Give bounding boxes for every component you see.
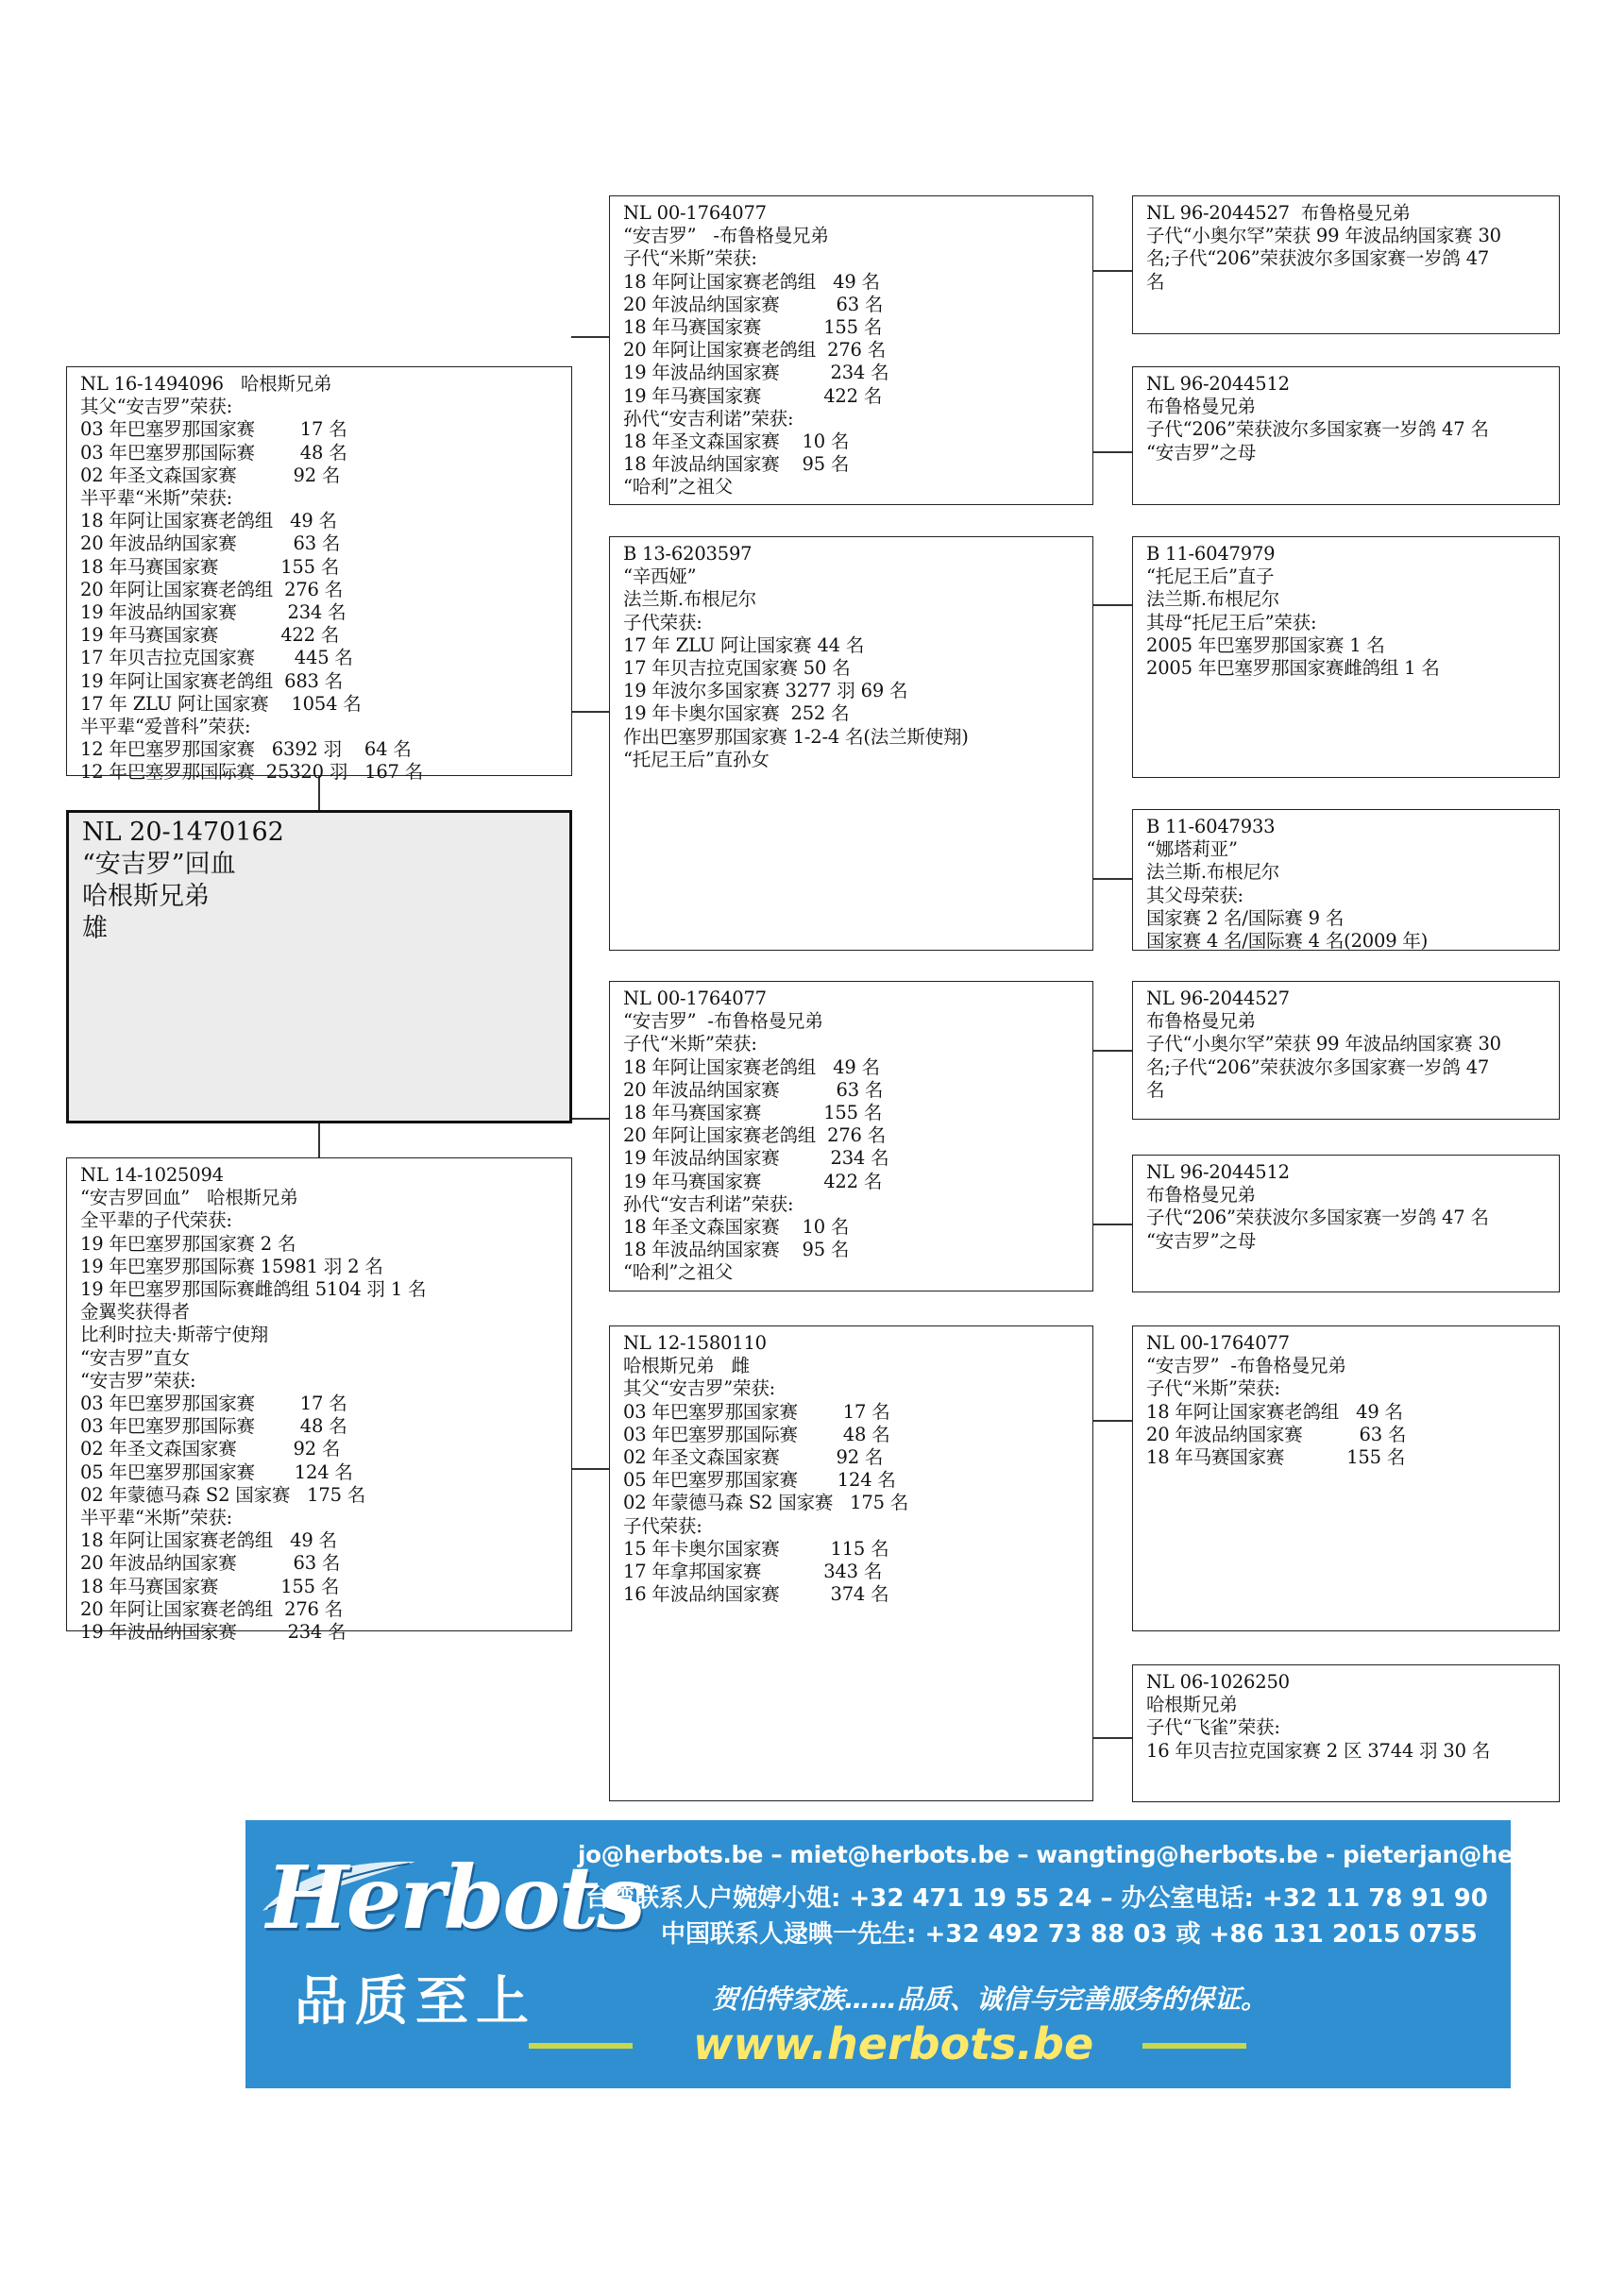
dam-line: “安吉罗”荣获:	[80, 1369, 196, 1392]
dam-line: 02 年圣文森国家赛 92 名	[80, 1438, 341, 1460]
gp4-line: 17 年拿邦国家赛 343 名	[623, 1561, 883, 1583]
gp4-line: 05 年巴塞罗那国家赛 124 名	[623, 1469, 896, 1492]
dam-line: 全平辈的子代荣获:	[80, 1209, 232, 1232]
gp1-ring-number: NL 00-1764077	[623, 202, 767, 224]
ggp3-line: “托尼王后”直子	[1146, 566, 1275, 588]
ggp6-line: 子代“206”荣获波尔多国家赛一岁鸽 47 名	[1146, 1207, 1489, 1229]
dam-line: 20 年波品纳国家赛 63 名	[80, 1552, 341, 1575]
ggp8-line: 子代“飞雀”荣获:	[1146, 1716, 1280, 1739]
connector-ggp3	[1092, 604, 1132, 606]
sire-line: 19 年阿让国家赛老鸽组 683 名	[80, 669, 344, 692]
brand-logo: Herbots	[266, 1847, 644, 1949]
great-grandparent-card-4	[1132, 809, 1560, 951]
gp2-line: 19 年卡奥尔国家赛 252 名	[623, 702, 850, 725]
gp4-line: 15 年卡奥尔国家赛 115 名	[623, 1537, 889, 1560]
ggp3-line: 其母“托尼王后”荣获:	[1146, 611, 1317, 633]
gp2-line: 17 年 ZLU 阿让国家赛 44 名	[623, 633, 865, 656]
ggp2-line: “安吉罗”之母	[1146, 441, 1257, 464]
ggp8-line: 哈根斯兄弟	[1146, 1694, 1238, 1716]
gp2-line: 19 年波尔多国家赛 3277 羽 69 名	[623, 680, 908, 702]
dam-line: 金翼奖获得者	[80, 1301, 190, 1324]
gp3-line: 19 年马赛国家赛 422 名	[623, 1170, 883, 1192]
gp1-line: 18 年波品纳国家赛 95 名	[623, 453, 850, 476]
ggp7-line: 子代“米斯”荣获:	[1146, 1377, 1280, 1400]
gp2-line: 17 年贝吉拉克国家赛 50 名	[623, 657, 851, 680]
dam-line: 03 年巴塞罗那国家赛 17 名	[80, 1393, 347, 1415]
dam-line: 05 年巴塞罗那国家赛 124 名	[80, 1460, 353, 1483]
ggp1-line: 子代“小奥尔罕”荣获 99 年波品纳国家赛 30	[1146, 225, 1501, 247]
grandparent-card-4	[609, 1325, 1093, 1801]
gp2-line: 作出巴塞罗那国家赛 1-2-4 名(法兰斯使翔)	[623, 725, 969, 748]
gp3-line: 18 年马赛国家赛 155 名	[623, 1102, 883, 1124]
gp3-line: 18 年波品纳国家赛 95 名	[623, 1239, 850, 1261]
grandparent-card-2	[609, 536, 1093, 951]
gp1-line: 18 年圣文森国家赛 10 名	[623, 430, 850, 453]
dam-line: 19 年巴塞罗那国际赛 15981 羽 2 名	[80, 1255, 383, 1277]
gp3-line: 子代“米斯”荣获:	[623, 1033, 757, 1055]
dam-ring-number: NL 14-1025094	[80, 1164, 224, 1186]
ggp7-ring-number: NL 00-1764077	[1146, 1332, 1290, 1354]
gp4-line: 02 年圣文森国家赛 92 名	[623, 1446, 884, 1469]
gp4-line: 子代荣获:	[623, 1514, 702, 1537]
dam-line: 02 年蒙德马森 S2 国家赛 175 名	[80, 1483, 366, 1506]
gp2-line: 子代荣获:	[623, 611, 702, 633]
great-grandparent-card-6	[1132, 1155, 1560, 1292]
great-grandparent-card-3	[1132, 536, 1560, 778]
sire-line: 03 年巴塞罗那国际赛 48 名	[80, 441, 347, 464]
ggp5-ring-number: NL 96-2044527	[1146, 988, 1290, 1009]
dam-line: 03 年巴塞罗那国际赛 48 名	[80, 1415, 347, 1438]
grandparent-card-3	[609, 981, 1093, 1292]
grandparent-card-1	[609, 195, 1093, 505]
gp1-line: 20 年阿让国家赛老鸽组 276 名	[623, 339, 887, 362]
ggp7-line: 20 年波品纳国家赛 63 名	[1146, 1423, 1407, 1445]
ggp4-line: 国家赛 4 名/国际赛 4 名(2009 年)	[1146, 930, 1429, 953]
gp1-line: “哈利”之祖父	[623, 476, 734, 498]
ggp1-ring-number: NL 96-2044527 布鲁格曼兄弟	[1146, 202, 1411, 224]
sire-line: 17 年 ZLU 阿让国家赛 1054 名	[80, 692, 362, 715]
ggp1-line: 名;子代“206”荣获波尔多国家赛一岁鸽 47	[1146, 247, 1490, 270]
sire-line: 18 年阿让国家赛老鸽组 49 名	[80, 510, 337, 532]
dam-line: 19 年巴塞罗那国际赛雌鸽组 5104 羽 1 名	[80, 1278, 427, 1301]
banner-slogan: 贺伯特家族……品质、诚信与完善服务的保证。	[712, 1984, 1268, 2015]
subject-name: “安吉罗”回血	[82, 850, 236, 879]
subject-ring-number: NL 20-1470162	[82, 818, 284, 847]
great-grandparent-card-8	[1132, 1664, 1560, 1802]
ggp2-line: 布鲁格曼兄弟	[1146, 396, 1256, 418]
gp2-line: “辛西娅”	[623, 566, 697, 588]
gp1-line: “安吉罗” -布鲁格曼兄弟	[623, 225, 829, 247]
connector-ggp2	[1092, 451, 1132, 453]
ggp8-line: 16 年贝吉拉克国家赛 2 区 3744 羽 30 名	[1146, 1739, 1491, 1762]
ggp7-line: “安吉罗” -布鲁格曼兄弟	[1146, 1355, 1346, 1377]
ggp4-line: 法兰斯.布根尼尔	[1146, 861, 1280, 884]
ggp6-line: “安吉罗”之母	[1146, 1229, 1257, 1252]
sire-ring-number: NL 16-1494096 哈根斯兄弟	[80, 373, 332, 395]
ggp6-ring-number: NL 96-2044512	[1146, 1161, 1290, 1183]
sire-line: 半平辈“爱普科”荣获:	[80, 716, 251, 738]
dam-line: 19 年波品纳国家赛 234 名	[80, 1621, 347, 1644]
ggp5-line: 子代“小奥尔罕”荣获 99 年波品纳国家赛 30	[1146, 1033, 1501, 1055]
gp3-ring-number: NL 00-1764077	[623, 988, 767, 1009]
gp4-line: 02 年蒙德马森 S2 国家赛 175 名	[623, 1492, 909, 1514]
dam-line: 半平辈“米斯”荣获:	[80, 1507, 233, 1529]
sire-line: 20 年阿让国家赛老鸽组 276 名	[80, 578, 344, 600]
banner-taiwan-contact: 台湾联系人户婉婷小姐: +32 471 19 55 24 – 办公室电话: +32 11 78 91 90	[585, 1884, 1488, 1913]
herbots-banner	[245, 1820, 1621, 2088]
gp2-ring-number: B 13-6203597	[623, 543, 753, 565]
dam-line: 18 年阿让国家赛老鸽组 49 名	[80, 1529, 337, 1552]
connector-gp2	[571, 711, 609, 713]
gp1-line: 19 年马赛国家赛 422 名	[623, 384, 883, 407]
ggp4-line: 国家赛 2 名/国际赛 9 名	[1146, 906, 1345, 929]
gp2-line: “托尼王后”直孙女	[623, 748, 770, 770]
dam-line: “安吉罗”直女	[80, 1346, 191, 1369]
ggp3-line: 2005 年巴塞罗那国家赛 1 名	[1146, 633, 1385, 656]
divider-left	[529, 2043, 633, 2049]
sire-line: 19 年马赛国家赛 422 名	[80, 624, 340, 647]
gp3-line: “哈利”之祖父	[623, 1261, 734, 1284]
dam-line: 19 年巴塞罗那国家赛 2 名	[80, 1232, 296, 1255]
ggp7-line: 18 年马赛国家赛 155 名	[1146, 1446, 1406, 1469]
sire-line: 其父“安吉罗”荣获:	[80, 396, 233, 418]
dam-line: 比利时拉夫·斯蒂宁使翔	[80, 1324, 268, 1346]
gp3-line: 18 年圣文森国家赛 10 名	[623, 1216, 850, 1239]
divider-right	[1142, 2043, 1246, 2049]
gp3-line: 18 年阿让国家赛老鸽组 49 名	[623, 1055, 880, 1078]
banner-tagline: 品质至上	[295, 1971, 536, 2033]
dam-line: 20 年阿让国家赛老鸽组 276 名	[80, 1597, 344, 1620]
great-grandparent-card-7	[1132, 1325, 1560, 1631]
dam-line: “安吉罗回血” 哈根斯兄弟	[80, 1187, 298, 1209]
ggp2-ring-number: NL 96-2044512	[1146, 373, 1290, 395]
ggp5-line: 名;子代“206”荣获波尔多国家赛一岁鸽 47	[1146, 1055, 1490, 1078]
ggp5-line: 布鲁格曼兄弟	[1146, 1010, 1256, 1033]
gp3-line: 孙代“安吉利诺”荣获:	[623, 1192, 794, 1215]
connector-ggp6	[1092, 1224, 1132, 1225]
gp4-line: 16 年波品纳国家赛 374 名	[623, 1583, 889, 1606]
connector-gp4	[571, 1468, 609, 1470]
subject-card	[66, 810, 572, 1123]
gp3-line: 19 年波品纳国家赛 234 名	[623, 1147, 889, 1170]
gp4-line: 其父“安吉罗”荣获:	[623, 1377, 776, 1400]
gp4-line: 哈根斯兄弟 雌	[623, 1355, 750, 1377]
great-grandparent-card-1	[1132, 195, 1560, 334]
banner-website-link[interactable]: www.herbots.be	[693, 2018, 1094, 2069]
gp4-line: 03 年巴塞罗那国家赛 17 名	[623, 1400, 890, 1423]
great-grandparent-card-5	[1132, 981, 1560, 1120]
gp3-line: 20 年波品纳国家赛 63 名	[623, 1078, 884, 1101]
gp1-line: 子代“米斯”荣获:	[623, 247, 757, 270]
ggp8-ring-number: NL 06-1026250	[1146, 1671, 1290, 1693]
sire-line: 19 年波品纳国家赛 234 名	[80, 601, 347, 624]
ggp6-line: 布鲁格曼兄弟	[1146, 1184, 1256, 1207]
ggp2-line: 子代“206”荣获波尔多国家赛一岁鸽 47 名	[1146, 418, 1489, 441]
sire-line: 02 年圣文森国家赛 92 名	[80, 464, 341, 486]
banner-emails[interactable]: jo@herbots.be – miet@herbots.be – wangting@herbots.be - pieterjan@herbots.be	[578, 1841, 1621, 1868]
ggp1-line: 名	[1146, 270, 1165, 293]
connector-dam-down	[318, 1123, 320, 1157]
connector-gp1	[571, 336, 609, 338]
connector-ggp1	[1092, 270, 1132, 272]
sire-card	[66, 366, 572, 784]
subject-breeder: 哈根斯兄弟	[82, 882, 210, 911]
gp1-line: 20 年波品纳国家赛 63 名	[623, 293, 884, 315]
gp2-line: 法兰斯.布根尼尔	[623, 588, 757, 611]
gp3-line: “安吉罗” -布鲁格曼兄弟	[623, 1010, 823, 1033]
gp1-line: 孙代“安吉利诺”荣获:	[623, 407, 794, 430]
connector-ggp7	[1092, 1420, 1132, 1422]
dam-card	[66, 1157, 572, 1644]
ggp7-line: 18 年阿让国家赛老鸽组 49 名	[1146, 1400, 1403, 1423]
connector-gp3	[571, 1118, 609, 1120]
sire-line: 12 年巴塞罗那国际赛 25320 羽 167 名	[80, 761, 424, 784]
connector-ggp4	[1092, 878, 1132, 880]
ggp4-line: 其父母荣获:	[1146, 884, 1243, 906]
ggp3-line: 法兰斯.布根尼尔	[1146, 588, 1280, 611]
gp1-line: 18 年阿让国家赛老鸽组 49 名	[623, 270, 880, 293]
sire-line: 20 年波品纳国家赛 63 名	[80, 532, 341, 555]
subject-sex: 雄	[82, 914, 108, 943]
connector-ggp8	[1092, 1737, 1132, 1739]
sire-line: 17 年贝吉拉克国家赛 445 名	[80, 647, 353, 669]
ggp3-ring-number: B 11-6047979	[1146, 543, 1276, 565]
gp1-line: 19 年波品纳国家赛 234 名	[623, 362, 889, 384]
ggp3-line: 2005 年巴塞罗那国家赛雌鸽组 1 名	[1146, 657, 1440, 680]
gp3-line: 20 年阿让国家赛老鸽组 276 名	[623, 1124, 887, 1147]
ggp5-line: 名	[1146, 1078, 1165, 1101]
connector-ggp5	[1092, 1050, 1132, 1052]
gp1-line: 18 年马赛国家赛 155 名	[623, 316, 883, 339]
sire-line: 12 年巴塞罗那国家赛 6392 羽 64 名	[80, 738, 412, 761]
banner-china-contact: 中国联系人逯晪一先生: +32 492 73 88 03 或 +86 131 2015 0755	[661, 1920, 1478, 1949]
sire-line: 18 年马赛国家赛 155 名	[80, 555, 340, 578]
ggp4-line: “娜塔莉亚”	[1146, 838, 1238, 861]
gp4-line: 03 年巴塞罗那国际赛 48 名	[623, 1423, 890, 1445]
sire-line: 03 年巴塞罗那国家赛 17 名	[80, 418, 347, 441]
dam-line: 18 年马赛国家赛 155 名	[80, 1575, 340, 1597]
ggp4-ring-number: B 11-6047933	[1146, 816, 1276, 837]
sire-line: 半平辈“米斯”荣获:	[80, 487, 233, 510]
great-grandparent-card-2	[1132, 366, 1560, 505]
gp4-ring-number: NL 12-1580110	[623, 1332, 767, 1354]
